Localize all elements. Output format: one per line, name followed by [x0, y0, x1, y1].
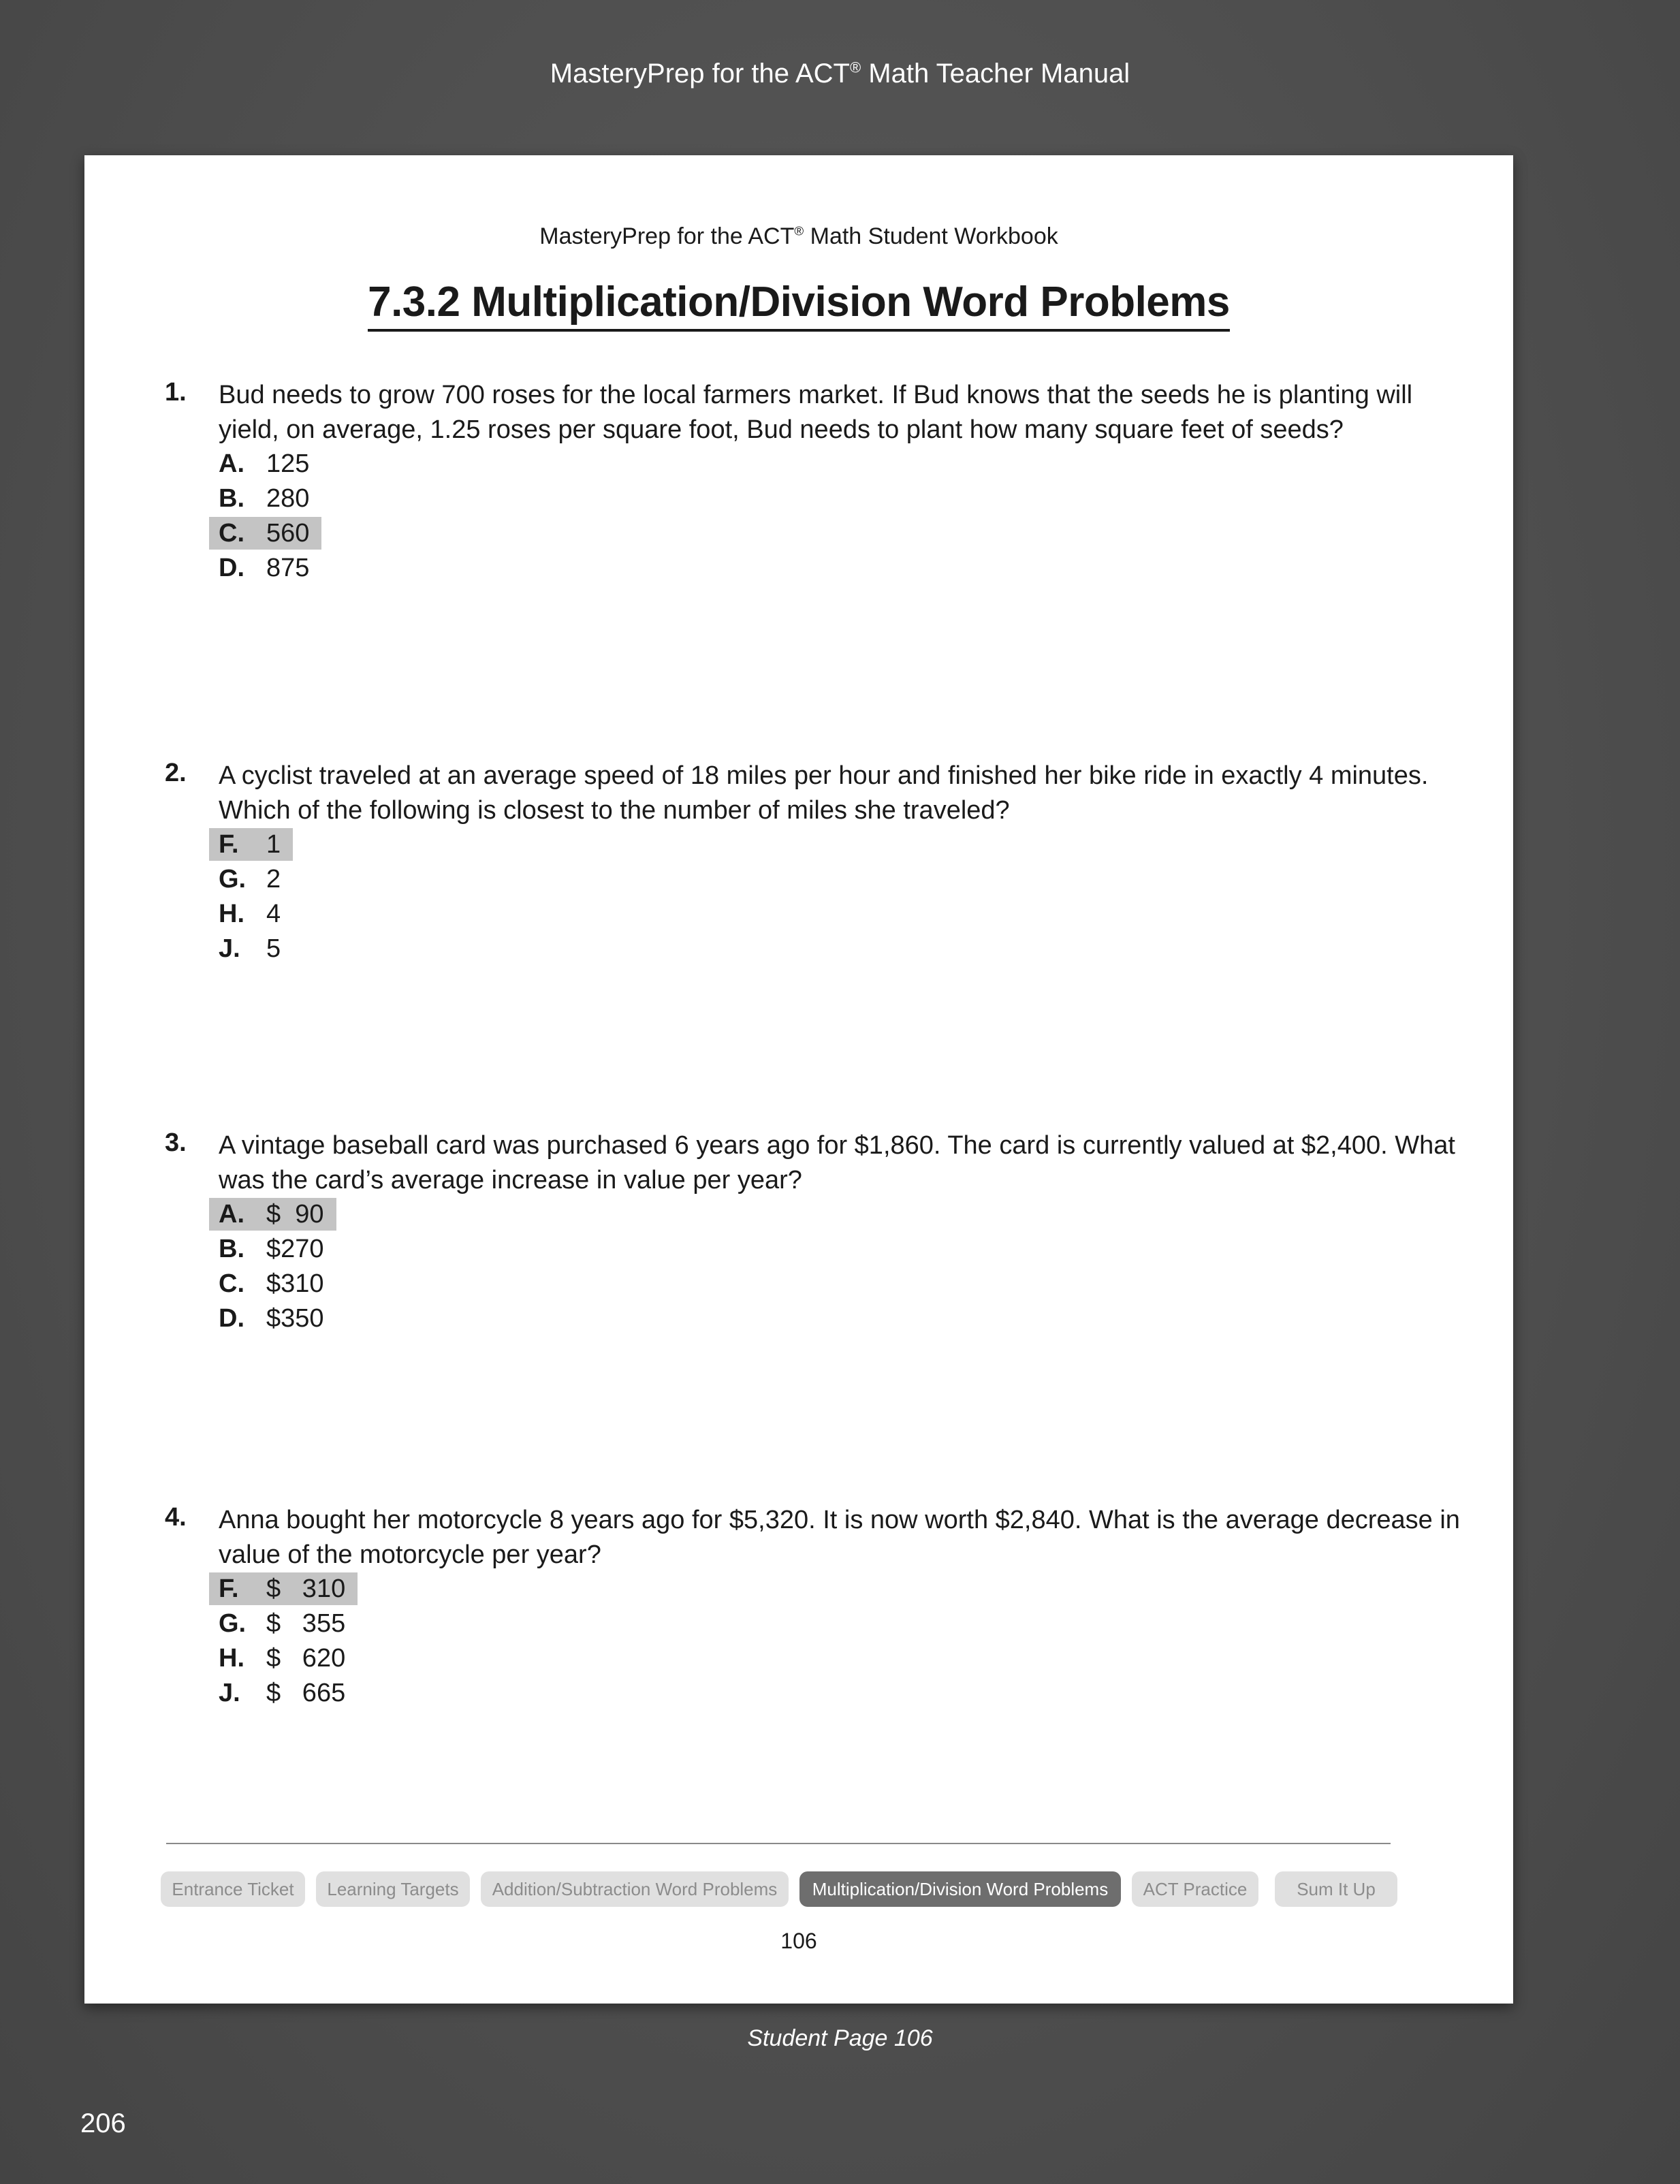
answer-choice — [209, 1642, 358, 1675]
choice-value: 4 — [266, 899, 281, 928]
choice-value: 875 — [266, 553, 310, 582]
answer-choice — [209, 482, 321, 515]
nav-learning-targets[interactable]: Learning Targets — [316, 1871, 470, 1907]
choice-letter: D. — [219, 553, 244, 582]
choice-value: $ 620 — [266, 1643, 346, 1673]
answer-choices — [209, 1198, 1479, 1335]
choice-letter: C. — [219, 1269, 244, 1298]
choice-letter: H. — [219, 899, 244, 928]
answer-choice — [209, 1302, 336, 1335]
answer-choice — [209, 828, 293, 861]
choice-letter: H. — [219, 1643, 244, 1673]
choice-value: $270 — [266, 1234, 324, 1263]
choice-value: 1 — [266, 829, 281, 859]
workbook-page-number: 106 — [780, 1929, 817, 1953]
choice-letter: B. — [219, 484, 244, 513]
nav-multiplication-division[interactable]: Multiplication/Division Word Problems — [799, 1871, 1121, 1907]
answer-choice — [209, 898, 293, 930]
answer-choice — [209, 447, 321, 480]
choice-value: 560 — [266, 518, 310, 548]
answer-choice — [209, 932, 293, 965]
choice-value: 125 — [266, 449, 310, 478]
choice-value: $310 — [266, 1269, 324, 1298]
question-3 — [165, 1128, 1479, 1337]
choice-value: 280 — [266, 484, 310, 513]
workbook-page — [84, 155, 1513, 2004]
nav-addition-subtraction[interactable]: Addition/Subtraction Word Problems — [481, 1871, 789, 1907]
choice-value: $ 90 — [266, 1199, 324, 1229]
manual-header: MasteryPrep for the ACT® Math Teacher Manual — [550, 59, 1130, 89]
choice-letter: D. — [219, 1303, 244, 1333]
answer-choice — [209, 1267, 336, 1300]
section-nav — [84, 1871, 1513, 1907]
student-page-label: Student Page 106 — [747, 2025, 933, 2051]
question-4 — [165, 1503, 1479, 1711]
choice-value: 5 — [266, 934, 281, 963]
choice-letter: A. — [219, 449, 244, 478]
question-number: 2. — [165, 759, 187, 787]
question-text: A cyclist traveled at an average speed of 18 miles per hour and finished her bike ride in exactly 4 minutes. Which of the following is closest to the number of miles she traveled? — [219, 761, 1429, 825]
choice-letter: G. — [219, 864, 247, 893]
page-title: 7.3.2 Multiplication/Division Word Problems — [368, 278, 1230, 332]
choice-letter: J. — [219, 934, 240, 963]
choice-value: $ 310 — [266, 1574, 346, 1603]
answer-choice — [209, 1607, 358, 1640]
answer-choice — [209, 1572, 358, 1605]
answer-choices — [209, 1572, 1479, 1709]
choice-value: $ 665 — [266, 1678, 346, 1707]
nav-act-practice[interactable]: ACT Practice — [1132, 1871, 1258, 1907]
question-text: A vintage baseball card was purchased 6 years ago for $1,860. The card is currently valued at $2,400. What was the card’s average increase in value per year? — [219, 1131, 1455, 1194]
answer-choices — [209, 828, 1479, 965]
answer-choice — [209, 1677, 358, 1709]
answer-choice — [209, 1198, 336, 1231]
choice-letter: J. — [219, 1678, 240, 1707]
choice-letter: F. — [219, 1574, 239, 1603]
choice-value: $350 — [266, 1303, 324, 1333]
question-1 — [165, 378, 1479, 586]
answer-choice — [209, 1233, 336, 1265]
nav-sum-it-up[interactable]: Sum It Up — [1275, 1871, 1397, 1907]
manual-page-number: 206 — [80, 2108, 126, 2138]
answer-choices — [209, 447, 1479, 584]
choice-letter: G. — [219, 1609, 247, 1638]
question-text: Anna bought her motorcycle 8 years ago for $5,320. It is now worth $2,840. What is the average decrease in value of the motorcycle per year? — [219, 1506, 1460, 1569]
question-2 — [165, 759, 1479, 967]
choice-letter: C. — [219, 518, 244, 548]
workbook-header: MasteryPrep for the ACT® Math Student Workbook — [539, 223, 1058, 249]
choice-letter: A. — [219, 1199, 244, 1229]
question-text: Bud needs to grow 700 roses for the local farmers market. If Bud knows that the seeds he is planting will yield, on average, 1.25 roses per square foot, Bud needs to plant how many square feet of seeds? — [219, 381, 1413, 444]
choice-letter: F. — [219, 829, 239, 859]
question-number: 3. — [165, 1128, 187, 1157]
answer-choice — [209, 517, 321, 550]
footer-divider — [166, 1843, 1391, 1844]
choice-value: 2 — [266, 864, 281, 893]
choice-value: $ 355 — [266, 1609, 346, 1638]
nav-entrance-ticket[interactable]: Entrance Ticket — [161, 1871, 305, 1907]
question-number: 4. — [165, 1503, 187, 1532]
answer-choice — [209, 552, 321, 584]
answer-choice — [209, 863, 293, 896]
choice-letter: B. — [219, 1234, 244, 1263]
question-number: 1. — [165, 378, 187, 407]
